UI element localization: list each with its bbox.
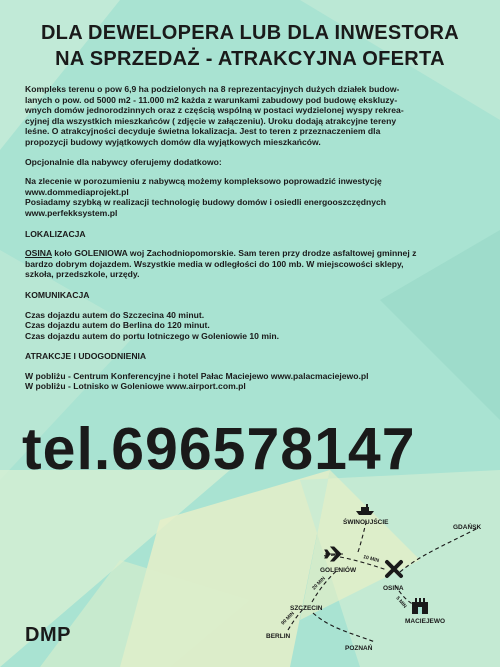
city-label-swinoujscie: ŚWINOUJŚCIE <box>343 519 389 526</box>
city-label-goleniow: GOLENIÓW <box>320 567 357 574</box>
brand-logo: DMP <box>25 624 71 646</box>
ship-icon <box>356 504 374 515</box>
location-line: bardzo dobrym dojazdem. Wszystkie media w odległości do 100 mb. W miejscowości sklepy, <box>25 258 404 269</box>
city-label-szczecin: SZCZECIN <box>290 605 323 612</box>
travel-time-line: Czas dojazdu autem do portu lotniczego w Goleniowie 10 min. <box>25 330 280 341</box>
city-label-osina: OSINA <box>383 585 404 592</box>
attraction-line: W pobliżu - Lotnisko w Goleniowe www.airport.com.pl <box>25 381 246 392</box>
intro-line: cyjnej dla wszystkich mieszkańców ( zdjęcie w załączeniu). Uroku dodają atrakcyjne tereny <box>25 115 397 126</box>
section-heading-komunikacja: KOMUNIKACJA <box>25 289 90 300</box>
distance-label: 90 MIN <box>280 610 296 627</box>
intro-line: Kompleks terenu o pow 6,9 ha podzielonych na 8 reprezentacyjnych dużych działek budow- <box>25 84 400 94</box>
section-heading-atrakcje: ATRAKCJE I UDOGODNIENIA <box>25 351 147 362</box>
travel-time-line: Czas dojazdu autem do Berlina do 120 minut. <box>25 320 210 331</box>
service-line: Posiadamy szybką w realizacji technologię budowy domów i osiedli energooszczędnych <box>25 197 387 208</box>
city-label-berlin: BERLIN <box>266 633 291 640</box>
headline-line-1: DLA DEWELOPERA LUB DLA INWESTORA <box>40 22 460 44</box>
headline-line-2: NA SPRZEDAŻ - ATRAKCYJNA OFERTA <box>55 48 445 70</box>
optional-extras-heading: Opcjonalnie dla nabywcy oferujemy dodatkowo: <box>25 156 222 167</box>
phone-number[interactable]: tel.696578147 <box>22 416 416 482</box>
route-szczecin-poznan <box>313 613 375 642</box>
plane-icon <box>325 547 343 561</box>
intro-line: leśne. O atrakcyjności decyduje świetna lokalizacja. Jest to teren z przeznaczeniem dla <box>25 126 381 137</box>
location-line: szkoła, przedszkole, urzędy. <box>25 269 140 280</box>
route-osina-gdansk <box>400 528 478 572</box>
distance-label: 10 MIN <box>362 554 380 565</box>
city-label-poznan: POZNAŃ <box>345 645 373 652</box>
section-heading-lokalizacja: LOKALIZACJA <box>25 228 86 239</box>
intro-line: lanych o pow. od 5000 m2 - 11.000 m2 każda z warunkami zabudowy pod budowę ekskluzy- <box>25 94 398 105</box>
website-link-dommediaprojekt[interactable]: www.dommediaprojekt.pl <box>25 186 129 197</box>
city-label-gdansk: GDAŃSK <box>453 524 482 531</box>
x-marker-icon <box>387 562 401 576</box>
distance-label: 5 MIN <box>394 595 408 610</box>
website-link-perfekksystem[interactable]: www.perfekksystem.pl <box>25 207 118 218</box>
castle-icon <box>412 598 428 614</box>
distance-label: 20 MIN <box>311 575 327 592</box>
travel-time-line: Czas dojazdu autem do Szczecina 40 minut. <box>25 309 205 320</box>
attraction-line: W pobliżu - Centrum Konferencyjne i hotel Pałac Maciejewo www.palacmaciejewo.pl <box>25 370 369 381</box>
location-text: koło GOLENIOWA woj Zachodniopomorskie. Sam teren przy drodze asfaltowej gminnej z <box>51 248 417 259</box>
intro-line: wnych domów jednorodzinnych oraz z częścią wspólną w postaci wydzielonej wyspy rekrea- <box>25 105 404 116</box>
city-label-maciejewo: MACIEJEWO <box>405 618 446 625</box>
intro-line: propozycji budowy wyjątkowych domów dla wyjątkowych mieszkańców. <box>25 136 321 147</box>
osina-link[interactable]: OSINA <box>25 248 52 259</box>
service-line: Na zlecenie w porozumieniu z nabywcą możemy kompleksowo poprowadzić inwestycję <box>25 176 382 187</box>
